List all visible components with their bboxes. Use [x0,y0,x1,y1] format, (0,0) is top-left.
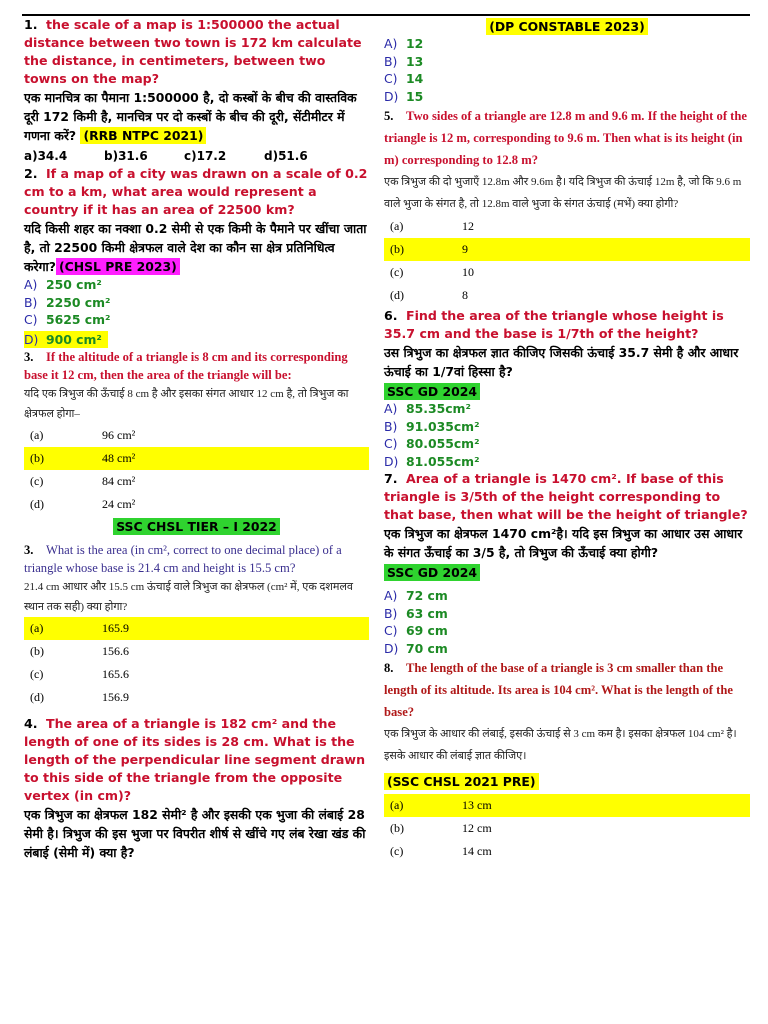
right-column [384,16,750,863]
option-a: A) 12 [384,36,424,51]
exam-tag: SSC GD 2024 [384,564,480,581]
question-text-en: the scale of a map is 1:500000 the actual distance between two town is 172 km calculate the distance, in centimeters, between two towns on the map? [24,17,362,86]
exam-tag: SSC CHSL TIER – I 2022 [113,518,280,535]
question-3 [24,348,369,535]
question-text-hi: एक त्रिभुज का क्षेत्रफल 182 सेमी² है और इसकी एक भुजा की लंबाई 28 सेमी है। त्रिभुज की इस भुजा पर विपरीत शीर्ष से खींचे गए लंब रेखा खंड की लंबाई (सेमी में) क्या है? [24,807,366,860]
question-text-en: If the altitude of a triangle is 8 cm and its corresponding base it 12 cm, then the area of the triangle will be: [24,350,348,382]
question-text-hi: एक त्रिभुज की दो भुजाएँ 12.8m और 9.6m है। यदि त्रिभुज की ऊंचाई 12m है, जो कि 9.6 m वाले भुजा के संगत है, तो 12.8m वाले भुजा के संगत ऊंचाई (मभें) क्या होगी? [384,176,742,210]
question-number: 5. [384,109,394,123]
question-text-en: The area of a triangle is 182 cm² and the length of one of its sides is 28 cm. What is the length of the perpendicular line segment drawn to this side of the triangle from the opposite vertex (in cm)? [24,716,366,803]
question-text-en: What is the area (in cm², correct to one decimal place) of a triangle whose base is 21.4 cm and height is 15.5 cm? [24,543,342,575]
exam-tag: SSC GD 2024 [384,383,480,400]
question-text-hi: उस त्रिभुज का क्षेत्रफल ज्ञात कीजिए जिसकी ऊंचाई 35.7 सेमी है और आधार ऊंचाई का 1/7वां हिस्सा है? [384,345,739,379]
question-number: 3. [24,350,34,364]
option-b: B) 91.035cm² [384,418,480,434]
option-d: (d) 24 cm² [30,497,136,511]
question-text-hi: एक त्रिभुज के आधार की लंबाई, इसकी ऊंचाई से 3 cm कम है। इसका क्षेत्रफल 104 cm² है। इसके आधार की लंबाई ज्ञात कीजिए। [384,728,737,762]
question-number: 2. [24,166,38,181]
question-number: 4. [24,716,38,731]
option-d: D) 81.055cm² [384,453,480,469]
question-text-en: Two sides of a triangle are 12.8 m and 9.6 m. If the height of the triangle is 12 m, corresponding to 9.6 m. Then what is its height (in m) corresponding to 12.8 m? [384,109,747,167]
question-text-hi: एक मानचित्र का पैमाना 1:500000 है, दो कस्बों के बीच की वास्तविक दूरी 172 किमी है, मानचित्र पर दो कस्बों के बीच की दूरी, सेंटीमीटर में गणना करें? [24,90,357,143]
option-c: C) 14 [384,71,424,86]
question-1 [24,16,369,165]
question-5 [384,105,750,307]
option-c: (c) 10 [390,265,474,279]
question-7 [384,470,750,657]
option-row [24,147,369,165]
question-text-en: Area of a triangle is 1470 cm². If base of this triangle is 3/5th of the height corresponding to that base, then what will be the height of triangle? [384,471,748,522]
question-text-en: Find the area of the triangle whose height is 35.7 cm and the base is 1/7th of the height? [384,308,724,341]
option-c: (c) 14 cm [390,844,492,858]
option-b: B) 63 cm [384,605,448,621]
option-d: D) 15 [384,88,424,104]
option-a: (a) 96 cm² [30,428,136,442]
option-b-answer: (b) 48 cm² [24,447,369,470]
option-d: (d) 8 [390,288,468,302]
option-a: (a) 12 [390,219,474,233]
question-number: 6. [384,308,398,323]
option-a: A) 85.35cm² [384,401,471,416]
option-c: C) 5625 cm² [24,312,111,327]
option-d-answer: D) 900 cm² [24,331,108,349]
question-2 [24,165,369,348]
left-column [24,16,369,862]
question-number: 8. [384,661,394,675]
question-text-hi: एक त्रिभुज का क्षेत्रफल 1470 cm²है। यदि इस त्रिभुज का आधार उस आधार के संगत ऊँचाई का 3/5 है, तो त्रिभुज की ऊँचाई क्या होगी? [384,526,743,560]
option-a: A) 250 cm² [24,277,102,292]
option-c: c)17.2 [184,149,227,163]
option-c: C) 69 cm [384,623,448,638]
question-8 [384,657,750,863]
question-4 [24,715,369,862]
question-text-en: The length of the base of a triangle is 3 cm smaller than the length of its altitude. Its area is 104 cm². What is the length of the base? [384,661,733,719]
question-number: 7. [384,471,398,486]
option-a: a)34.4 [24,149,68,163]
option-d: (d) 156.9 [30,690,129,704]
option-b-answer: (b) 9 [384,238,750,261]
exam-tag: (DP CONSTABLE 2023) [486,18,648,35]
question-text-hi: 21.4 cm आधार और 15.5 cm ऊंचाई वाले त्रिभुज का क्षेत्रफल (cm² में, एक दशमलव स्थान तक सही) क्या होगा? [24,581,354,613]
exam-tag: (SSC CHSL 2021 PRE) [384,773,539,790]
option-b: b)31.6 [104,149,148,163]
option-b: B) 13 [384,53,424,69]
option-b: (b) 156.6 [30,644,129,658]
option-b: B) 2250 cm² [24,294,111,310]
exam-tag: (CHSL PRE 2023) [56,258,180,275]
exam-tag: (RRB NTPC 2021) [80,127,206,144]
question-number: 3. [24,543,34,557]
question-3b [24,541,369,709]
option-d: D) 70 cm [384,640,448,656]
option-a: A) 72 cm [384,588,448,603]
option-c: (c) 84 cm² [30,474,136,488]
question-text-en: If a map of a city was drawn on a scale of 0.2 cm to a km, what area would represent a country if it has an area of 22500 km? [24,166,368,217]
option-c: (c) 165.6 [30,667,129,681]
option-a-answer: (a) 13 cm [384,794,750,817]
option-b: (b) 12 cm [390,821,492,835]
question-text-hi: यदि एक त्रिभुज की ऊँचाई 8 cm है और इसका संगत आधार 12 cm है, तो त्रिभुज का क्षेत्रफल होगा– [24,388,349,420]
question-number: 1. [24,17,38,32]
option-d: d)51.6 [264,149,308,163]
question-text-hi: यदि किसी शहर का नक्शा 0.2 सेमी से एक किमी के पैमाने पर खींचा जाता है, तो 22500 किमी क्षेत्रफल वाले देश का कौन सा क्षेत्र प्रतिनिधित्व करेगा? [24,221,367,274]
option-a-answer: (a) 165.9 [24,617,369,640]
question-6 [384,307,750,470]
option-c: C) 80.055cm² [384,436,480,451]
